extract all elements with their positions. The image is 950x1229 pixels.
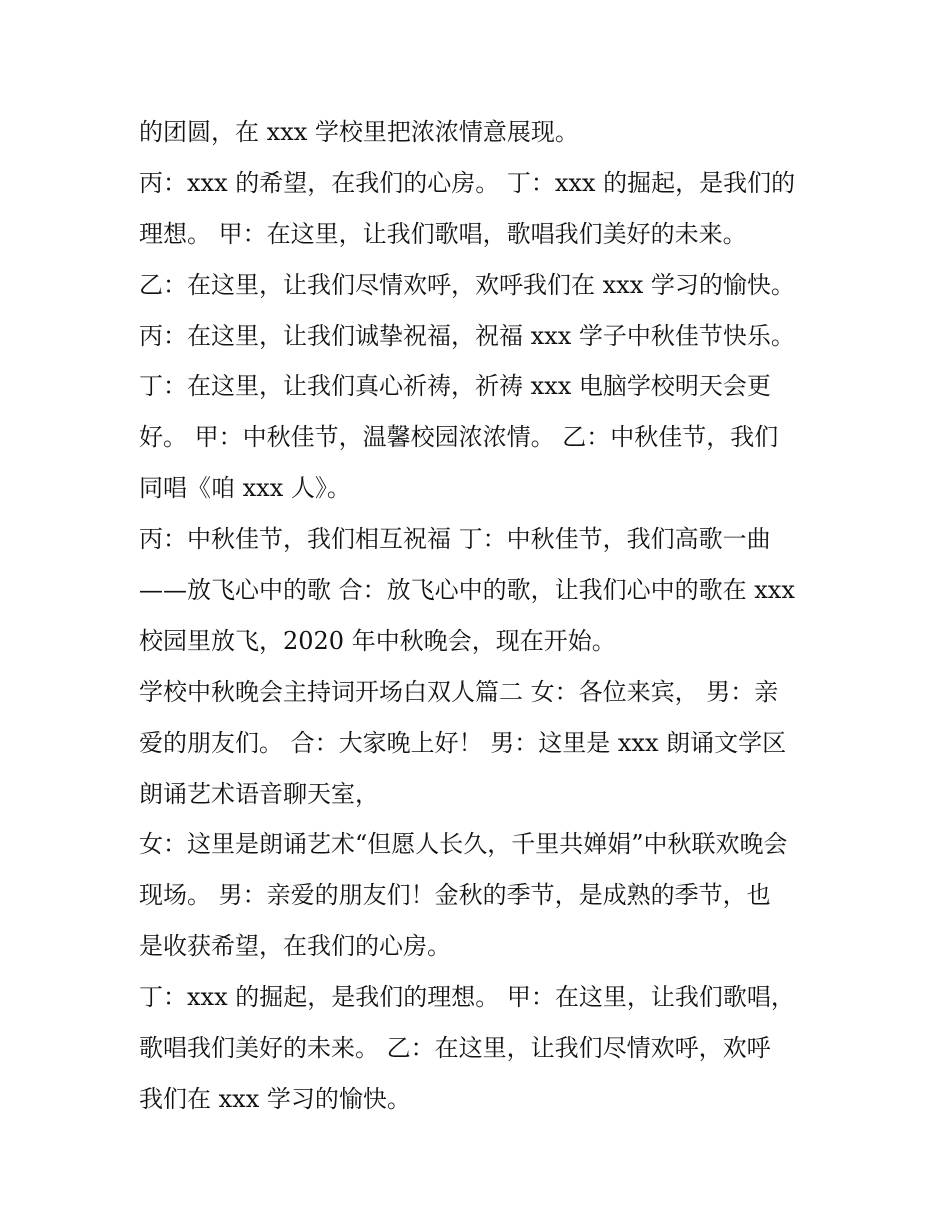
text-line: 女：这里是朗诵艺术“但愿人长久，千里共婵娟”中秋联欢晚会 bbox=[139, 830, 788, 859]
text-line: 好。 甲：中秋佳节，温馨校园浓浓情。 乙：中秋佳节，我们 bbox=[139, 423, 779, 452]
text-line: 丙：xxx 的希望，在我们的心房。 丁：xxx 的掘起，是我们的 bbox=[139, 168, 796, 197]
text-line: 我们在 xxx 学习的愉快。 bbox=[139, 1084, 411, 1113]
text-line: 理想。 甲：在这里，让我们歌唱，歌唱我们美好的未来。 bbox=[139, 219, 747, 248]
text-line: 乙：在这里，让我们尽情欢呼，欢呼我们在 xxx 学习的愉快。 bbox=[139, 270, 795, 299]
text-line: 学校中秋晚会主持词开场白双人篇二 女：各位来宾， 男：亲 bbox=[139, 677, 779, 706]
text-line: 丁：xxx 的掘起，是我们的理想。 甲：在这里，让我们歌唱， bbox=[139, 983, 795, 1012]
text-line: 丙：中秋佳节，我们相互祝福 丁：中秋佳节，我们高歌一曲 bbox=[139, 525, 771, 554]
text-line: 朗诵艺术语音聊天室， bbox=[139, 779, 379, 808]
text-line: 丙：在这里，让我们诚挚祝福，祝福 xxx 学子中秋佳节快乐。 bbox=[139, 321, 795, 350]
text-line: 现场。 男：亲爱的朋友们！金秋的季节，是成熟的季节，也 bbox=[139, 881, 771, 910]
text-line: 的团圆，在 xxx 学校里把浓浓情意展现。 bbox=[139, 118, 579, 146]
text-line: ——放飞心中的歌 合：放飞心中的歌，让我们心中的歌在 xxx bbox=[139, 576, 795, 605]
text-line: 同唱《咱 xxx 人》。 bbox=[139, 474, 351, 503]
text-line: 丁：在这里，让我们真心祈祷，祈祷 xxx 电脑学校明天会更 bbox=[139, 372, 771, 401]
text-line: 校园里放飞，2020 年中秋晚会，现在开始。 bbox=[139, 626, 616, 655]
text-line: 爱的朋友们。 合：大家晚上好！ 男：这里是 xxx 朗诵文学区 bbox=[139, 728, 787, 757]
document-body bbox=[139, 107, 829, 1125]
text-line: 是收获希望，在我们的心房。 bbox=[139, 932, 451, 961]
text-line: 歌唱我们美好的未来。 乙：在这里，让我们尽情欢呼，欢呼 bbox=[139, 1034, 771, 1063]
